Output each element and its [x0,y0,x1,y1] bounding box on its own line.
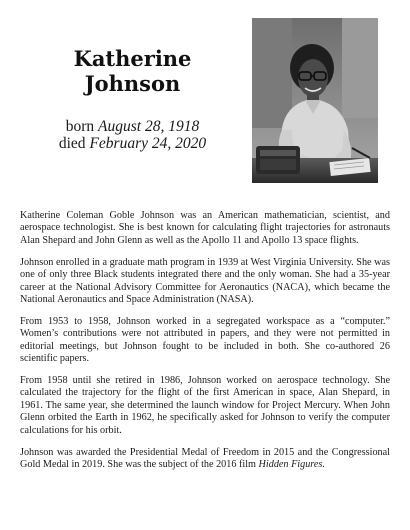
life-dates [30,118,235,152]
born-prefix: born [65,118,95,135]
paragraph: Katherine Coleman Goble Johnson was an American mathematician, scientist, and aerospace technologist. She is best known for calculating flight trajectories for astronauts Alan Shepard and John Glenn as well as the Apollo 11 and Apollo 13 space flights. [20,210,390,246]
film-title-period: . [322,458,325,470]
died-date: February 24, 2020 [89,135,207,152]
portrait-photo [252,18,378,183]
died-prefix: died [58,135,86,152]
film-title: Hidden Figures [258,458,323,470]
biography-text [20,210,390,481]
paragraph-last-text: Johnson was awarded the Presidential Medal of Freedom in 2015 and the Congressional Gold Medal in 2019. She was the subject of the 2016 film [20,446,390,470]
born-date: August 28, 1918 [98,118,200,135]
paragraph: From 1958 until she retired in 1986, Johnson worked on aerospace technology. She calculated the trajectory for the flight of the first American in space, Alan Shepard, in 1961. The same year, she determined the launch window for Project Mercury. When John Glenn orbited the Earth in 1962, he specifically asked for Johnson to verify the computer calculations for his orbit. [20,374,390,436]
name-last: Johnson [84,71,181,96]
person-name [30,46,235,96]
portrait-illustration [252,18,378,183]
paragraph-last [20,447,390,472]
born-line [30,118,235,135]
paragraph: Johnson enrolled in a graduate math program in 1939 at West Virginia University. She was one of only three Black students integrated there and the only woman. She had a 35-year career at the National Advisory Committee for Aeronautics (NACA), which became the National Aeronautics and Space Administration (NASA). [20,256,390,305]
name-first: Katherine [73,46,192,71]
paragraph: From 1953 to 1958, Johnson worked in a segregated workspace as a “computer.” Women’s contributions were not attributed in papers, and they were not permitted in editorial meetings, but Johnson fought to be included in both. She co-authored 26 scientific papers. [20,315,390,365]
header [0,0,410,200]
died-line [30,135,235,152]
